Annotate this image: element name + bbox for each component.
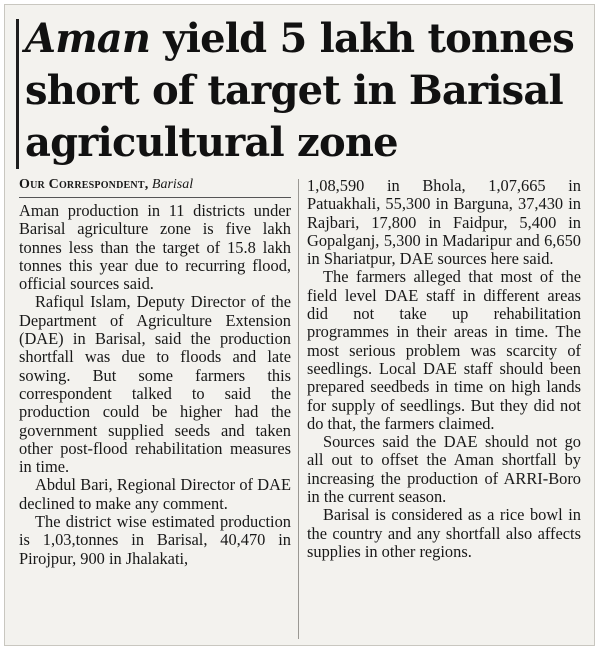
paragraph: Sources said the DAE should not go all out to offset the Aman shortfall by increasing the production of ARRI-Boro in the current season. <box>307 432 581 507</box>
headline-line-1-rest: yield 5 lakh tonnes <box>150 15 574 62</box>
paragraph: Barisal is considered as a rice bowl in the country and any shortfall also affects supplies in other regions. <box>307 505 581 561</box>
paragraph: Rafiqul Islam, Deputy Director of the Department of Agriculture Extension (DAE) in Barisal, said the production shortfall was due to floods and late sowing. But some farmers this correspondent talked to said the production could be higher had the government supplied seeds and taken other post-flood rehabilitation measures in time. <box>19 292 291 477</box>
paragraph: Aman production in 11 districts under Barisal agriculture zone is five lakh tonnes less than the target of 15.8 lakh tonnes this year due to recurring flood, official sources said. <box>19 201 291 294</box>
article-column-right <box>307 177 581 561</box>
byline-name: Our Correspondent, <box>19 177 149 192</box>
headline <box>25 13 585 169</box>
byline-place: Barisal <box>151 177 194 192</box>
headline-rule <box>16 19 19 169</box>
column-divider <box>298 179 299 639</box>
headline-italic-word: Aman <box>25 15 151 62</box>
headline-line-3: agricultural zone <box>25 119 398 166</box>
paragraph: The district wise estimated production is 1,03,tonnes in Barisal, 40,470 in Pirojpur, 900 in Jhalakati, <box>19 512 291 568</box>
byline <box>19 177 291 198</box>
headline-line-1 <box>25 13 585 65</box>
article-column-left <box>19 177 291 568</box>
paragraph: The farmers alleged that most of the field level DAE staff in different areas did not take up rehabilitation programmes in their areas in time. The most serious problem was scarcity of seedlings. Local DAE staff should been prepared seedbeds in time on high lands for supply of seedlings. But they did not do that, the farmers claimed. <box>307 267 581 433</box>
headline-line-2: short of target in Barisal <box>25 67 563 114</box>
newspaper-clipping <box>4 4 595 646</box>
paragraph: Abdul Bari, Regional Director of DAE declined to make any comment. <box>19 475 291 513</box>
paragraph: 1,08,590 in Bhola, 1,07,665 in Patuakhali, 55,300 in Barguna, 37,430 in Rajbari, 17,800 in Faidpur, 5,400 in Gopalganj, 5,300 in Madaripur and 6,650 in Shariatpur, DAE sources here said. <box>307 176 581 269</box>
